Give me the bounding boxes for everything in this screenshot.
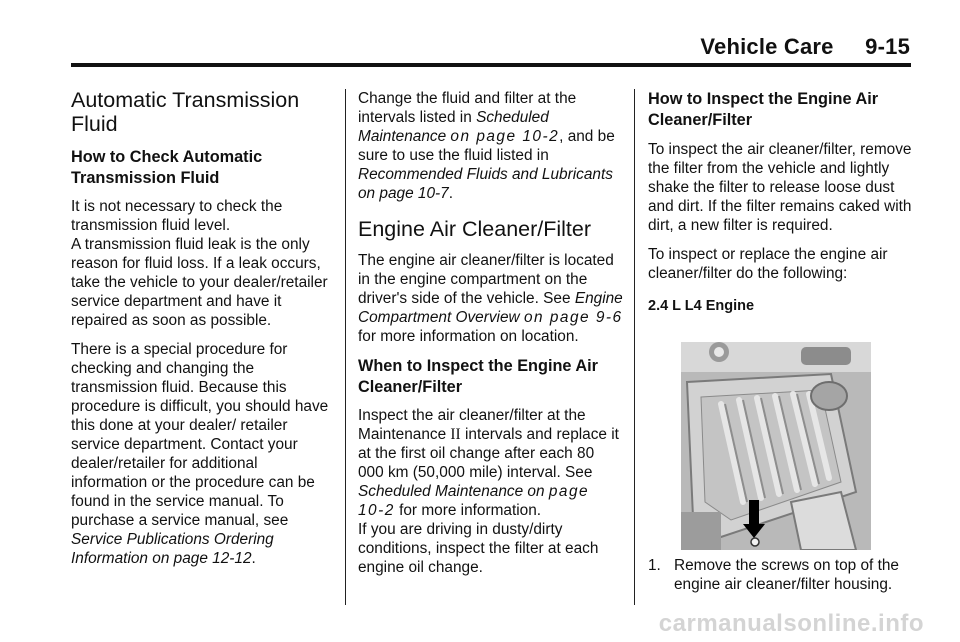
engine-air-cleaner-photo — [681, 342, 871, 550]
maintenance-symbol: II — [450, 426, 461, 443]
paragraph-text: , and be sure to use the fluid listed in — [358, 128, 615, 164]
cross-reference-link[interactable]: Recommended Fluids and Lubricants on page 10‑7 — [358, 166, 613, 202]
column-3 — [648, 89, 913, 594]
cross-reference-page[interactable]: page 10‑2 — [358, 483, 590, 519]
step-number: 1. — [648, 557, 661, 574]
cross-reference-link[interactable]: Scheduled Maintenance — [358, 109, 549, 145]
column-2 — [358, 89, 623, 587]
cross-reference-page[interactable]: on page 9‑6 — [523, 309, 623, 326]
column-1 — [71, 88, 333, 578]
step-item-1 — [648, 556, 913, 594]
section-heading-transmission-fluid: Automatic Transmission Fluid — [71, 88, 300, 136]
paragraph — [358, 406, 623, 520]
paragraph: If you are driving in dusty/dirty conditions, inspect the filter at each engine oil change. — [358, 521, 599, 576]
punctuation: . — [448, 185, 453, 202]
paragraph — [358, 89, 623, 203]
paragraph-text: for more information on location. — [358, 328, 579, 345]
punctuation: . — [251, 550, 256, 567]
paragraph-text: There is a special procedure for checking and changing the transmission fluid. Because this procedure is difficult, you should have this done at your dealer/ retailer service department. Contact your dealer/retailer for additional information or the procedure can be found in the service manual. To purchase a service manual, see — [71, 341, 329, 529]
subheading-check-transmission-fluid: How to Check Automatic Transmission Fluid — [71, 148, 263, 187]
subheading-when-to-inspect: When to Inspect the Engine Air Cleaner/Filter — [358, 357, 599, 396]
column-divider-1 — [345, 89, 346, 605]
cross-reference-link[interactable]: Service Publications Ordering Information on page 12‑12 — [71, 531, 274, 567]
cross-reference-link[interactable]: Scheduled Maintenance on — [358, 483, 545, 500]
paragraph-text: for more information. — [399, 502, 542, 519]
paragraph-text: The engine air cleaner/filter is located in the engine compartment on the driver's side of the vehicle. See — [358, 252, 614, 307]
subheading-how-to-inspect: How to Inspect the Engine Air Cleaner/Filter — [648, 90, 879, 129]
paragraph — [358, 251, 623, 346]
paragraph-text: intervals and replace it at the first oil change after each 80 000 km (50,000 mile) interval. See — [358, 426, 619, 481]
page-header-title: Vehicle Care 9-15 — [700, 34, 910, 59]
step-text: Remove the screws on top of the engine air cleaner/filter housing. — [674, 557, 899, 593]
paragraph: It is not necessary to check the transmission fluid level. — [71, 198, 283, 234]
header-rule — [71, 63, 911, 67]
paragraph-text: Change the fluid and filter at the intervals listed in — [358, 90, 577, 126]
paragraph: A transmission fluid leak is the only reason for fluid loss. If a leak occurs, take the vehicle to your dealer/retailer service department and have it repaired as soon as possible. — [71, 236, 328, 329]
engine-label: 2.4 L L4 Engine — [648, 298, 755, 314]
column-divider-2 — [634, 89, 635, 605]
cross-reference-page[interactable]: on page 10‑2 — [450, 128, 560, 145]
paragraph-text: Inspect the air cleaner/filter at the Maintenance — [358, 407, 586, 443]
paragraph: To inspect or replace the engine air cleaner/filter do the following: — [648, 246, 888, 282]
paragraph — [71, 340, 333, 568]
air-cleaner-illustration — [681, 342, 871, 550]
cross-reference-link[interactable]: Engine Compartment Overview — [358, 290, 623, 326]
section-heading-engine-air-cleaner: Engine Air Cleaner/Filter — [358, 217, 592, 241]
paragraph: To inspect the air cleaner/filter, remove the filter from the vehicle and lightly shake the filter to release loose dust and dirt. If the filter remains caked with dirt, a new filter is required. — [648, 141, 912, 234]
watermark-text: carmanualsonline.info — [658, 610, 924, 637]
